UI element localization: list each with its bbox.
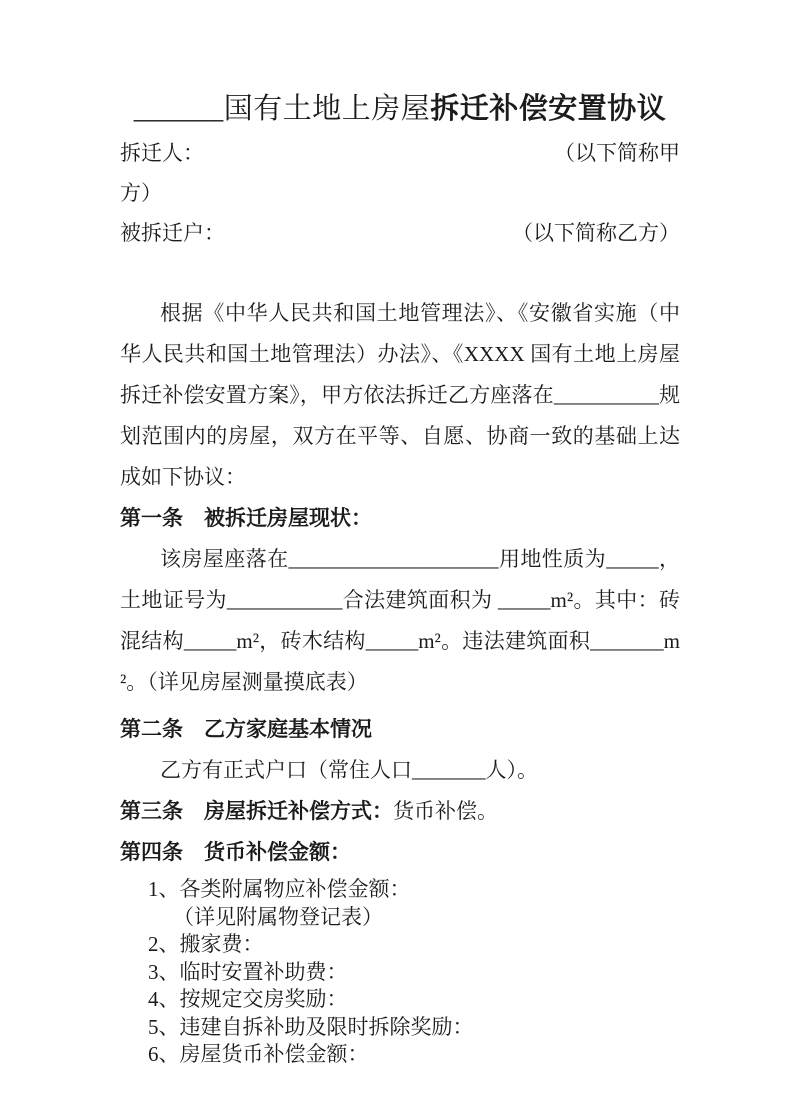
preamble-paragraph: 根据《中华人民共和国土地管理法》、《安徽省实施（中华人民共和国土地管理法）办法》、《XXXX 国有土地上房屋拆迁补偿安置方案》，甲方依法拆迁乙方座落在__________规划范围内的房屋，双方在平等、自愿、协商一致的基础上达成如下协议： [120, 301, 680, 489]
list-item-2: 2、搬家费： [148, 932, 264, 956]
party-a-alias-start: （以下简称甲 [554, 141, 680, 165]
party-b-alias: （以下简称乙方） [512, 221, 680, 245]
list-item-1: 1、各类附属物应补偿金额： [148, 877, 411, 901]
article4-heading: 第四条 货币补偿金额： [120, 840, 351, 864]
party-a-alias-wrap: 方） [120, 181, 162, 205]
compensation-items-list [120, 876, 680, 1069]
party-b-label: 被拆迁户： [120, 221, 225, 245]
article2-heading: 第二条 乙方家庭基本情况 [120, 717, 372, 741]
party-a-line [120, 133, 680, 173]
list-item-5: 5、违建自拆补助及限时拆除奖励： [148, 1014, 474, 1039]
list-item-6: 6、房屋货币补偿金额： [148, 1042, 369, 1066]
article3-heading-line [120, 791, 680, 832]
article3-value: 货币补偿。 [393, 799, 498, 823]
title-bold-text: 拆迁补偿安置协议 [430, 93, 667, 125]
article1-body: 该房屋座落在____________________用地性质为_____，土地证号为___________合法建筑面积为 _____m²。其中：砖混结构_____m²，砖木结构_____m²。违法建筑面积_______m²。（详见房屋测量摸底表） [120, 547, 680, 694]
list-item-3: 3、临时安置补助费： [148, 959, 348, 984]
document-title [120, 85, 680, 133]
list-item-1-note: （详见附属物登记表） [173, 904, 383, 929]
title-regular-text: 国有土地上房屋 [223, 93, 431, 125]
list-item-4: 4、按规定交房奖励： [148, 987, 348, 1011]
article1-heading: 第一条 被拆迁房屋现状： [120, 506, 372, 530]
title-blank-line: ______ [133, 93, 224, 125]
party-a-label: 拆迁人： [120, 141, 204, 165]
party-b-line [120, 213, 680, 253]
article3-heading: 第三条 房屋拆迁补偿方式： [120, 799, 393, 823]
article2-body: 乙方有正式户口（常住人口_______人）。 [160, 758, 538, 782]
